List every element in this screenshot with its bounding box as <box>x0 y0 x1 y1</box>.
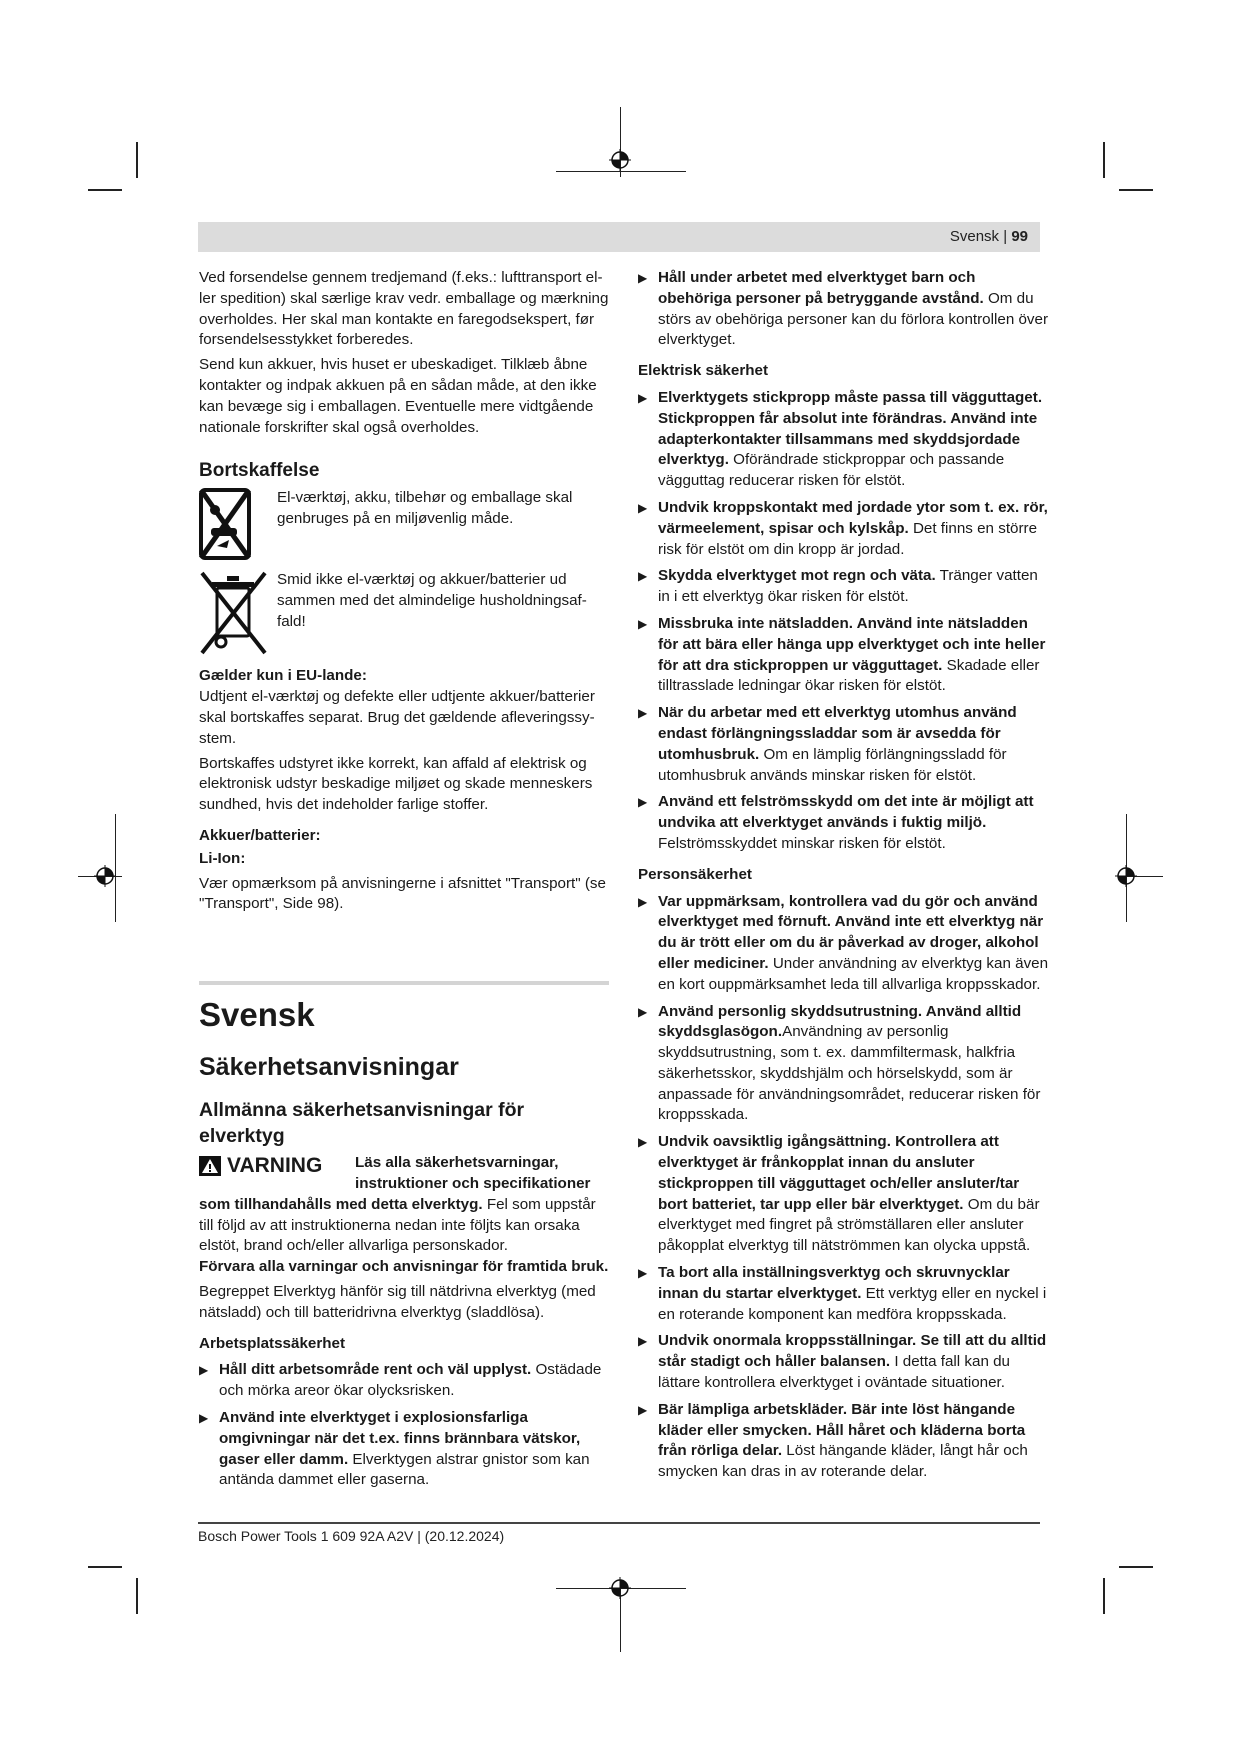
warning-first-line: Läs alla säkerhetsvarningar, instruktioner och specifikationer <box>355 1154 591 1192</box>
crop-mark <box>1119 189 1153 191</box>
item-text: Oförändrade stickproppar och passande vägguttag reducerar risken för elstöt. <box>658 451 1005 490</box>
transport-paragraph: Ved forsendelse gennem tredjemand (f.eks.: lufttransport eller spedition) skal særlige krav vedr. emballage og mærkning overholdes. Her skal man kontakte en faregodsekspert, før forsendelsesstykket forberedes. <box>199 269 609 349</box>
registration-mark-icon <box>609 1577 631 1599</box>
general-safety-title: Allmänna säkerhetsanvisningar för elverktyg <box>199 1099 525 1148</box>
crop-mark <box>136 1578 138 1614</box>
crop-mark <box>136 142 138 178</box>
registration-mark-icon <box>609 149 631 171</box>
list-item <box>638 703 1050 786</box>
item-bold: Använd ett felströmsskydd om det inte är möjligt att undvika att elverktyget används i fuktig miljö. <box>658 793 1034 832</box>
list-item <box>638 1002 1050 1127</box>
item-bold: Undvik oavsiktlig igångsättning. Kontrollera att elverktyget är frånkopplat innan du ansluter stickproppen till vägguttaget och/eller ansluter/tar bort batteriet, tar upp eller bär elverktyget. <box>658 1133 1020 1213</box>
list-item <box>638 1331 1050 1393</box>
warning-text: Fel som uppstår till följd av att instruktionerna nedan inte följts kan orsaka elstöt, brand och/eller allvarliga personskador. <box>199 1195 596 1255</box>
term-paragraph: Begreppet Elverktyg hänför sig till nätdrivna elverktyg (med nätsladd) och till batteridrivna elverktyg (sladdlösa). <box>199 1282 596 1321</box>
footer-text: Bosch Power Tools 1 609 92A A2V | (20.12.2024) <box>198 1528 505 1544</box>
liion-heading: Li-Ion: <box>199 849 246 867</box>
item-text: Elverktygen alstrar gnistor som kan antända dammet eller gaserna. <box>219 1450 590 1489</box>
list-item <box>199 1408 609 1491</box>
section-divider <box>199 981 609 985</box>
disposal-recycle-row <box>199 488 609 562</box>
registration-mark-icon <box>1115 865 1137 887</box>
item-bold: Missbruka inte nätsladden. Använd inte nätsladden för att bära eller hänga upp elverktyget och inte heller för att dra stickproppen ur vägguttaget. <box>658 614 1046 674</box>
disposal-heading: Bortskaffelse <box>199 460 320 482</box>
item-bold: Håll ditt arbetsområde rent och väl upplyst. <box>219 1361 532 1379</box>
recycle-symbol-icon <box>199 488 277 562</box>
item-text: Löst hängande kläder, långt hår och smycken kan dras in av roterande delar. <box>658 1442 1028 1481</box>
warning-label <box>199 1153 355 1179</box>
item-text: I detta fall kan du lättare kontrollera elverktyget i oväntade situationer. <box>658 1353 1011 1392</box>
crossed-out-bin-icon <box>199 570 277 656</box>
list-item <box>638 792 1050 854</box>
item-text: Om en lämplig förlängningssladd för utomhusbruk används minskar risken för elstöt. <box>658 745 1007 784</box>
list-item <box>638 892 1050 996</box>
item-bold: Undvik kroppskontakt med jordade ytor som t. ex. rör, värmeelement, spisar och kylskåp. <box>658 498 1048 537</box>
item-bold: Var uppmärksam, kontrollera vad du gör och använd elverktyget med förnuft. Använd inte ett elverktyg när du är trött eller om du är påverkad av droger, alkohol eller mediciner. <box>658 892 1044 972</box>
item-bold: Använd personlig skyddsutrustning. Använd alltid skyddsglasögon. <box>658 1002 1022 1041</box>
item-text: Om du störs av obehöriga personer kan du förlora kontrollen över elverktyget. <box>658 289 1049 349</box>
item-text: Det finns en större risk för elstöt om din kropp är jordad. <box>658 519 1038 558</box>
item-text: Tränger vatten in i ett elverktyg ökar risken för elstöt. <box>658 567 1038 606</box>
electric-heading: Elektrisk säkerhet <box>638 362 769 380</box>
crop-mark <box>88 189 122 191</box>
item-bold: Ta bort alla inställningsverktyg och skruvnycklar innan du startar elverktyget. <box>658 1264 1010 1302</box>
item-text: Användning av personlig skyddsutrustning, som t. ex. dammfiltermask, halkfria säkerhetsskor, skyddshjälm och hörselskydd, som är anpassade för användningsområdet, reducerar risken för kroppsskada. <box>658 1023 1041 1124</box>
disposal-recycle-text: El-værktøj, akku, tilbehør og emballage skal genbruges på en miljøvenlig måde. <box>277 489 573 528</box>
crop-mark <box>556 171 686 172</box>
item-text: Felströmsskyddet minskar risken för elstöt. <box>658 834 946 852</box>
disposal-bin-text: Smid ikke el-værktøj og akkuer/batterier ud sammen med det almindelige husholdningsaffald! <box>277 571 587 630</box>
warning-triangle-icon <box>199 1156 221 1176</box>
transport-paragraph: Send kun akkuer, hvis huset er ubeskadiget. Tilklæb åbne kontakter og indpak akkuen på en sådan måde, at den ikke kan bevæge sig i emballagen. Eventuelle mere vidtgående nationale forskrifter skal også overholdes. <box>199 356 597 436</box>
item-bold: Skydda elverktyget mot regn och väta. <box>658 567 936 585</box>
crop-mark <box>1119 1566 1153 1568</box>
header-section: Svensk <box>949 228 1000 245</box>
item-text: Under användning av elverktyg kan även en kort ouppmärksamhet leda till allvarliga kroppsskador. <box>658 954 1049 993</box>
item-text: Om du bär elverktyget med fingret på strömställaren eller ansluter påkopplat elverktyg till nätströmmen kan olycka uppstå. <box>658 1195 1040 1255</box>
warning-paragraph <box>199 1195 609 1257</box>
warning-bold: som tillhandahålls med detta elverktyg. <box>199 1195 483 1213</box>
item-bold: Undvik onormala kroppsställningar. Se till att du alltid står stadigt och håller balansen. <box>658 1332 1047 1371</box>
eu-paragraph: Udtjent el-værktøj og defekte eller udtjente akkuer/batterier skal bortskaffes separat. Brug det gældende afleveringssystem. <box>199 688 595 747</box>
list-item <box>638 1400 1050 1483</box>
eu-paragraph: Bortskaffes udstyret ikke korrekt, kan affald af elektrisk og elektronisk udstyr beskadige miljøet og skade menneskers sundhed, hvis det indeholder farlige stoffer. <box>199 754 593 814</box>
item-bold: Bär lämpliga arbetskläder. Bär inte löst hängande kläder eller smycken. Håll håret och kläderna borta från rörliga delar. <box>658 1400 1026 1460</box>
right-column <box>638 268 1050 1483</box>
warning-label-text: VARNING <box>227 1153 323 1177</box>
footer-rule <box>198 1522 1040 1524</box>
personal-heading: Personsäkerhet <box>638 865 752 883</box>
item-bold: När du arbetar med ett elverktyg utomhus använd endast förlängningssladdar som är avsedda för utomhusbruk. <box>658 704 1017 763</box>
list-item <box>638 1132 1050 1257</box>
item-text: Skadade eller tilltrasslade ledningar ökar risken för elstöt. <box>658 656 1040 695</box>
list-item <box>638 268 1050 351</box>
list-item <box>638 614 1050 697</box>
safety-title: Säkerhetsanvisningar <box>199 1053 459 1082</box>
workplace-heading: Arbetsplatssäkerhet <box>199 1334 346 1352</box>
battery-heading: Akkuer/batterier: <box>199 826 321 844</box>
page-header <box>198 222 1040 252</box>
list-item <box>638 1263 1050 1325</box>
eu-heading: Gælder kun i EU-lande: <box>199 667 367 685</box>
list-item <box>638 498 1050 560</box>
crop-mark <box>1103 142 1105 178</box>
left-column <box>199 268 609 1491</box>
liion-paragraph: Vær opmærksom på anvisningerne i afsnittet "Transport" (se "Transport", Side 98). <box>199 874 606 913</box>
item-bold: Använd inte elverktyget i explosionsfarliga omgivningar när det t.ex. finns brännbara vätskor, gaser eller damm. <box>219 1408 581 1468</box>
item-bold: Elverktygets stickpropp måste passa till vägguttaget. Stickproppen får absolut inte förändras. Använd inte adapterkontakter tillsammans med skyddsjordade elverktyg. <box>658 388 1043 469</box>
item-text: Ett verktyg eller en nyckel i en roterande komponent kan medföra kroppsskada. <box>658 1284 1047 1323</box>
crop-mark <box>1103 1578 1105 1614</box>
registration-mark-icon <box>94 865 116 887</box>
keep-instructions: Förvara alla varningar och anvisningar för framtida bruk. <box>199 1258 609 1276</box>
page-number: 99 <box>1011 228 1028 245</box>
item-bold: Håll under arbetet med elverktyget barn och obehöriga personer på betryggande avstånd. <box>658 269 984 307</box>
list-item <box>199 1360 609 1402</box>
warning-block <box>199 1153 609 1195</box>
language-title: Svensk <box>199 996 315 1034</box>
crop-mark <box>88 1566 122 1568</box>
list-item <box>638 388 1050 492</box>
header-label <box>950 228 1028 245</box>
item-text: Ostädade och mörka areor ökar olycksrisken. <box>219 1361 602 1400</box>
disposal-bin-row <box>199 570 609 656</box>
list-item <box>638 566 1050 608</box>
header-separator: | <box>1003 228 1008 245</box>
